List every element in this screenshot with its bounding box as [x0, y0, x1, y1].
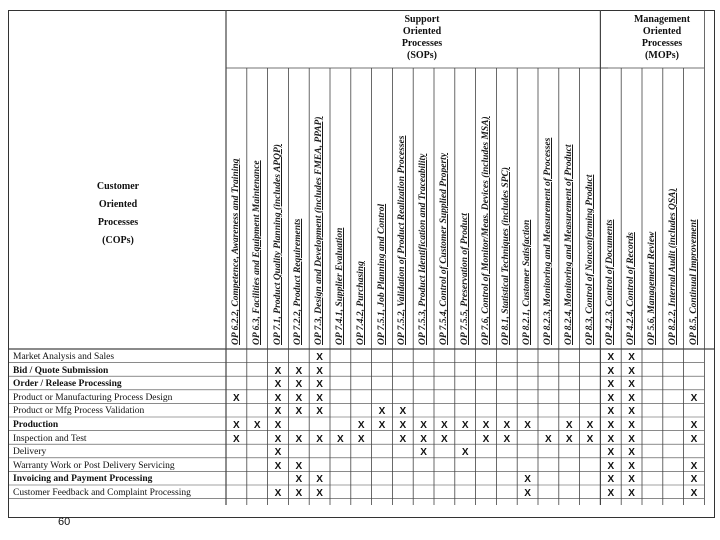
matrix-mark: X — [607, 433, 615, 445]
matrix-mark: X — [628, 392, 635, 404]
row-header: Product or Mfg Process Validation — [13, 406, 145, 417]
matrix-mark: X — [420, 433, 427, 445]
matrix-mark: X — [316, 392, 323, 404]
matrix-mark: X — [628, 365, 635, 377]
cop-title-line: Oriented — [98, 199, 138, 210]
sop-header — [372, 14, 472, 62]
matrix-mark: X — [316, 379, 323, 391]
matrix-mark: X — [420, 420, 427, 431]
matrix-mark: X — [357, 420, 365, 431]
matrix-mark: X — [441, 420, 448, 431]
matrix-mark: X — [607, 420, 615, 431]
row-header: Inspection and Test — [13, 433, 87, 444]
matrix-mark: X — [295, 392, 303, 404]
column-header: OP 4.2.3, Control of Documents — [605, 219, 616, 345]
matrix-mark: X — [524, 420, 531, 431]
column-header: OP 4.2.4, Control of Records — [626, 232, 637, 345]
matrix-mark: X — [461, 420, 469, 431]
column-header: OP 8.2.1, Customer Satisfaction — [522, 219, 533, 345]
matrix-mark: X — [607, 392, 615, 404]
matrix-mark: X — [316, 365, 323, 377]
column-header: OP 7.2.2, Product Requirements — [293, 218, 304, 345]
matrix-mark: X — [295, 365, 303, 377]
column-header: OP 8.5, Continual Improvement — [688, 219, 699, 345]
sop-title-line: (SOPs) — [407, 50, 437, 61]
matrix-mark: X — [253, 420, 261, 431]
matrix-mark: X — [628, 433, 635, 445]
column-header: OP 5.6, Management Review — [647, 231, 657, 345]
column-header: OP 8.3, Control of Nonconforming Product — [584, 174, 595, 345]
row-header: Market Analysis and Sales — [13, 352, 115, 362]
matrix-mark: X — [295, 488, 303, 499]
mop-title-line: (MOPs) — [645, 50, 679, 61]
row-header: Warranty Work or Post Delivery Servicing — [13, 460, 175, 471]
column-header: OP 7.5.1, Job Planning and Control — [376, 203, 387, 345]
matrix-mark: X — [399, 420, 407, 431]
matrix-mark: X — [607, 379, 615, 391]
matrix-mark: X — [503, 433, 511, 445]
column-header: OP 7.1, Product Quality Planning (includes APQP) — [272, 144, 283, 345]
matrix-mark: X — [316, 352, 323, 363]
matrix-mark: X — [274, 447, 282, 459]
matrix-mark: X — [357, 433, 365, 445]
cop-title-line: (COPs) — [102, 235, 134, 246]
matrix-mark: X — [628, 488, 635, 499]
matrix-mark: X — [586, 420, 594, 431]
column-header: OP 7.4.2, Purchasing — [355, 261, 366, 345]
matrix-mark: X — [690, 474, 698, 486]
column-header: OP 6.2.2, Competence, Awareness and Training — [231, 158, 241, 345]
matrix-mark: X — [316, 433, 323, 445]
mop-title-line: Processes — [641, 38, 683, 49]
matrix-mark: X — [274, 488, 282, 499]
column-header: OP 7.5.2, Validation of Product Realization Processes — [397, 135, 408, 345]
matrix-mark: X — [233, 420, 240, 431]
matrix-mark: X — [399, 406, 407, 418]
matrix-mark: X — [316, 406, 323, 418]
matrix-mark: X — [441, 433, 448, 445]
matrix-mark: X — [378, 420, 386, 431]
matrix-mark: X — [274, 406, 282, 418]
matrix-mark: X — [628, 460, 635, 472]
matrix-mark: X — [690, 460, 698, 472]
matrix-mark: X — [628, 406, 635, 418]
matrix-mark: X — [316, 488, 323, 499]
matrix-mark: X — [295, 379, 303, 391]
matrix-mark: X — [628, 474, 635, 486]
column-header: OP 7.5.4, Control of Customer Supplied Property — [439, 152, 449, 345]
column-header: OP 7.3, Design and Development (includes FMEA, PPAP) — [314, 116, 325, 345]
matrix-mark: X — [399, 433, 407, 445]
mop-header — [612, 14, 712, 62]
matrix-mark: X — [545, 433, 552, 445]
column-header: OP 7.6, Control of Monitor/Meas. Devices (includes MSA) — [480, 116, 491, 345]
row-header: Order / Release Processing — [13, 379, 122, 390]
mop-title-line: Management — [633, 14, 691, 25]
sop-title-line: Support — [404, 14, 440, 25]
column-header: OP 8.2.2, Internal Audit (includes QSA) — [667, 188, 678, 345]
matrix-mark: X — [607, 406, 615, 418]
matrix-mark: X — [690, 433, 698, 445]
matrix-mark: X — [295, 460, 303, 472]
matrix-mark: X — [607, 474, 615, 486]
matrix-mark: X — [607, 365, 615, 377]
matrix-mark: X — [274, 392, 282, 404]
row-header: Product or Manufacturing Process Design — [13, 392, 173, 403]
column-header: OP 8.1, Statistical Techniques (includes SPC) — [501, 167, 512, 345]
row-header: Production — [13, 420, 59, 430]
cop-title-line: Customer — [96, 181, 140, 192]
row-header: Customer Feedback and Complaint Processing — [13, 488, 191, 498]
matrix-mark: X — [524, 488, 531, 499]
column-header: OP 7.4.1, Supplier Evaluation — [335, 227, 345, 345]
matrix-mark: X — [565, 433, 573, 445]
matrix-mark: X — [295, 474, 303, 486]
matrix-mark: X — [503, 420, 511, 431]
row-header: Bid / Quote Submission — [13, 365, 109, 376]
matrix-mark: X — [274, 433, 282, 445]
column-header: OP 7.5.3, Product Identification and Traceability — [418, 153, 429, 345]
matrix-mark: X — [295, 406, 303, 418]
matrix-mark: X — [628, 420, 635, 431]
matrix-mark: X — [628, 352, 635, 363]
matrix-mark: X — [482, 420, 490, 431]
matrix-mark: X — [274, 460, 282, 472]
cop-header — [88, 178, 148, 250]
matrix-mark: X — [586, 433, 594, 445]
matrix-mark: X — [482, 433, 490, 445]
matrix-mark: X — [295, 433, 303, 445]
matrix-mark: X — [690, 392, 698, 404]
matrix-mark: X — [378, 406, 386, 418]
matrix-mark: X — [274, 365, 282, 377]
matrix-mark: X — [316, 474, 323, 486]
column-header: OP 8.2.4, Monitoring and Measurement of Product — [563, 144, 574, 345]
sop-title-line: Oriented — [402, 26, 442, 37]
row-header: Delivery — [13, 447, 47, 458]
matrix-mark: X — [461, 447, 469, 459]
matrix-mark: X — [233, 433, 240, 445]
matrix-mark: X — [274, 379, 282, 391]
column-header: OP 8.2.3, Monitoring and Measurement of Processes — [543, 137, 553, 345]
column-header: OP 6.3, Facilities and Equipment Maintenance — [251, 160, 262, 345]
row-header: Invoicing and Payment Processing — [13, 474, 153, 485]
matrix-mark: X — [420, 447, 427, 459]
matrix-mark: X — [565, 420, 573, 431]
matrix-mark: X — [607, 488, 615, 499]
matrix-mark: X — [628, 379, 635, 391]
cop-title-line: Processes — [97, 217, 139, 228]
matrix-mark: X — [524, 474, 531, 486]
matrix-mark: X — [274, 420, 282, 431]
matrix-mark: X — [607, 460, 615, 472]
matrix-mark: X — [607, 352, 615, 363]
page-number: 60 — [58, 516, 71, 528]
matrix-mark: X — [337, 433, 344, 445]
matrix-mark: X — [690, 488, 698, 499]
matrix-mark: X — [628, 447, 635, 459]
matrix-mark: X — [690, 420, 698, 431]
matrix-mark: X — [607, 447, 615, 459]
column-header: OP 7.5.5, Preservation of Product — [459, 213, 470, 345]
sop-title-line: Processes — [401, 38, 443, 49]
mop-title-line: Oriented — [642, 26, 682, 37]
matrix-mark: X — [233, 392, 240, 404]
